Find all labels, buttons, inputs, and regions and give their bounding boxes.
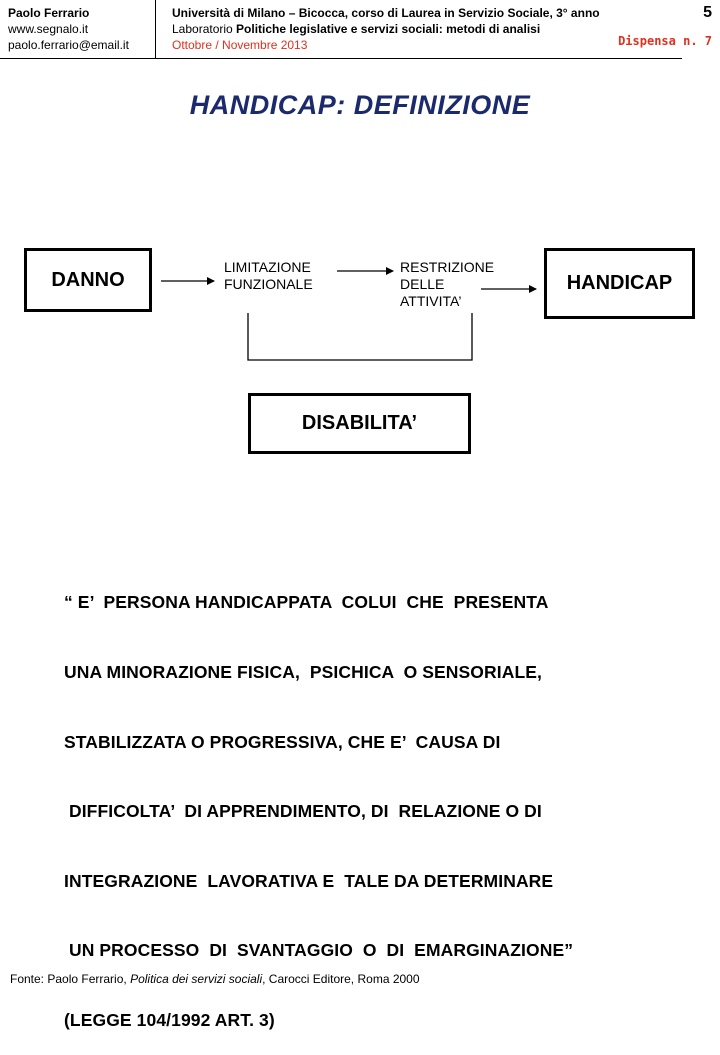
author-name: Paolo Ferrario <box>8 6 90 20</box>
lab-line <box>172 21 600 37</box>
university-line: Università di Milano – Bicocca, corso di Laurea in Servizio Sociale, 3° anno <box>172 6 600 20</box>
lab-prefix: Laboratorio <box>172 22 237 36</box>
label-restrizione-attivita <box>400 259 494 310</box>
source-citation <box>10 972 420 986</box>
email-link[interactable]: paolo.ferrario@email.it <box>8 38 129 52</box>
limitazione-line-2: FUNZIONALE <box>224 276 313 292</box>
quote-line-6: UN PROCESSO DI SVANTAGGIO O DI EMARGINAZIONE” <box>64 940 574 961</box>
citation-suffix: , Carocci Editore, Roma 2000 <box>262 972 420 986</box>
page-number: 5 <box>703 4 712 21</box>
quote-line-1: “ E’ PERSONA HANDICAPPATA COLUI CHE PRESENTA <box>64 592 549 613</box>
box-handicap: HANDICAP <box>544 248 695 319</box>
citation-book-title: Politica dei servizi sociali <box>130 972 263 986</box>
restrizione-line-1: RESTRIZIONE <box>400 259 495 275</box>
quote-line-4: DIFFICOLTA’ DI APPRENDIMENTO, DI RELAZIONE O DI <box>64 801 542 822</box>
header-course-block <box>172 5 600 53</box>
quote-line-2: UNA MINORAZIONE FISICA, PSICHICA O SENSORIALE, <box>64 662 542 683</box>
box-disabilita: DISABILITA’ <box>248 393 471 454</box>
quote-line-5: INTEGRAZIONE LAVORATIVA E TALE DA DETERMINARE <box>64 870 554 891</box>
restrizione-line-3: ATTIVITA’ <box>400 293 462 309</box>
period-line: Ottobre / Novembre 2013 <box>172 38 308 52</box>
header-divider-horizontal <box>0 58 682 59</box>
quote-line-7: (LEGGE 104/1992 ART. 3) <box>64 1010 275 1031</box>
bracket-disabilita <box>248 313 472 360</box>
box-danno: DANNO <box>24 248 152 312</box>
header-divider-vertical <box>155 0 156 58</box>
limitazione-line-1: LIMITAZIONE <box>224 259 311 275</box>
header-author-block <box>8 5 129 53</box>
dispensa-label: Dispensa n. 7 <box>618 34 712 48</box>
lab-course: Politiche legislative e servizi sociali: metodi di analisi <box>236 22 541 36</box>
page-title: HANDICAP: DEFINIZIONE <box>189 90 531 120</box>
restrizione-line-2: DELLE <box>400 276 445 292</box>
citation-prefix: Fonte: Paolo Ferrario, <box>10 972 131 986</box>
website-link[interactable]: www.segnalo.it <box>8 22 89 36</box>
quote-line-3: STABILIZZATA O PROGRESSIVA, CHE E’ CAUSA DI <box>64 731 501 752</box>
label-limitazione-funzionale <box>224 259 313 293</box>
